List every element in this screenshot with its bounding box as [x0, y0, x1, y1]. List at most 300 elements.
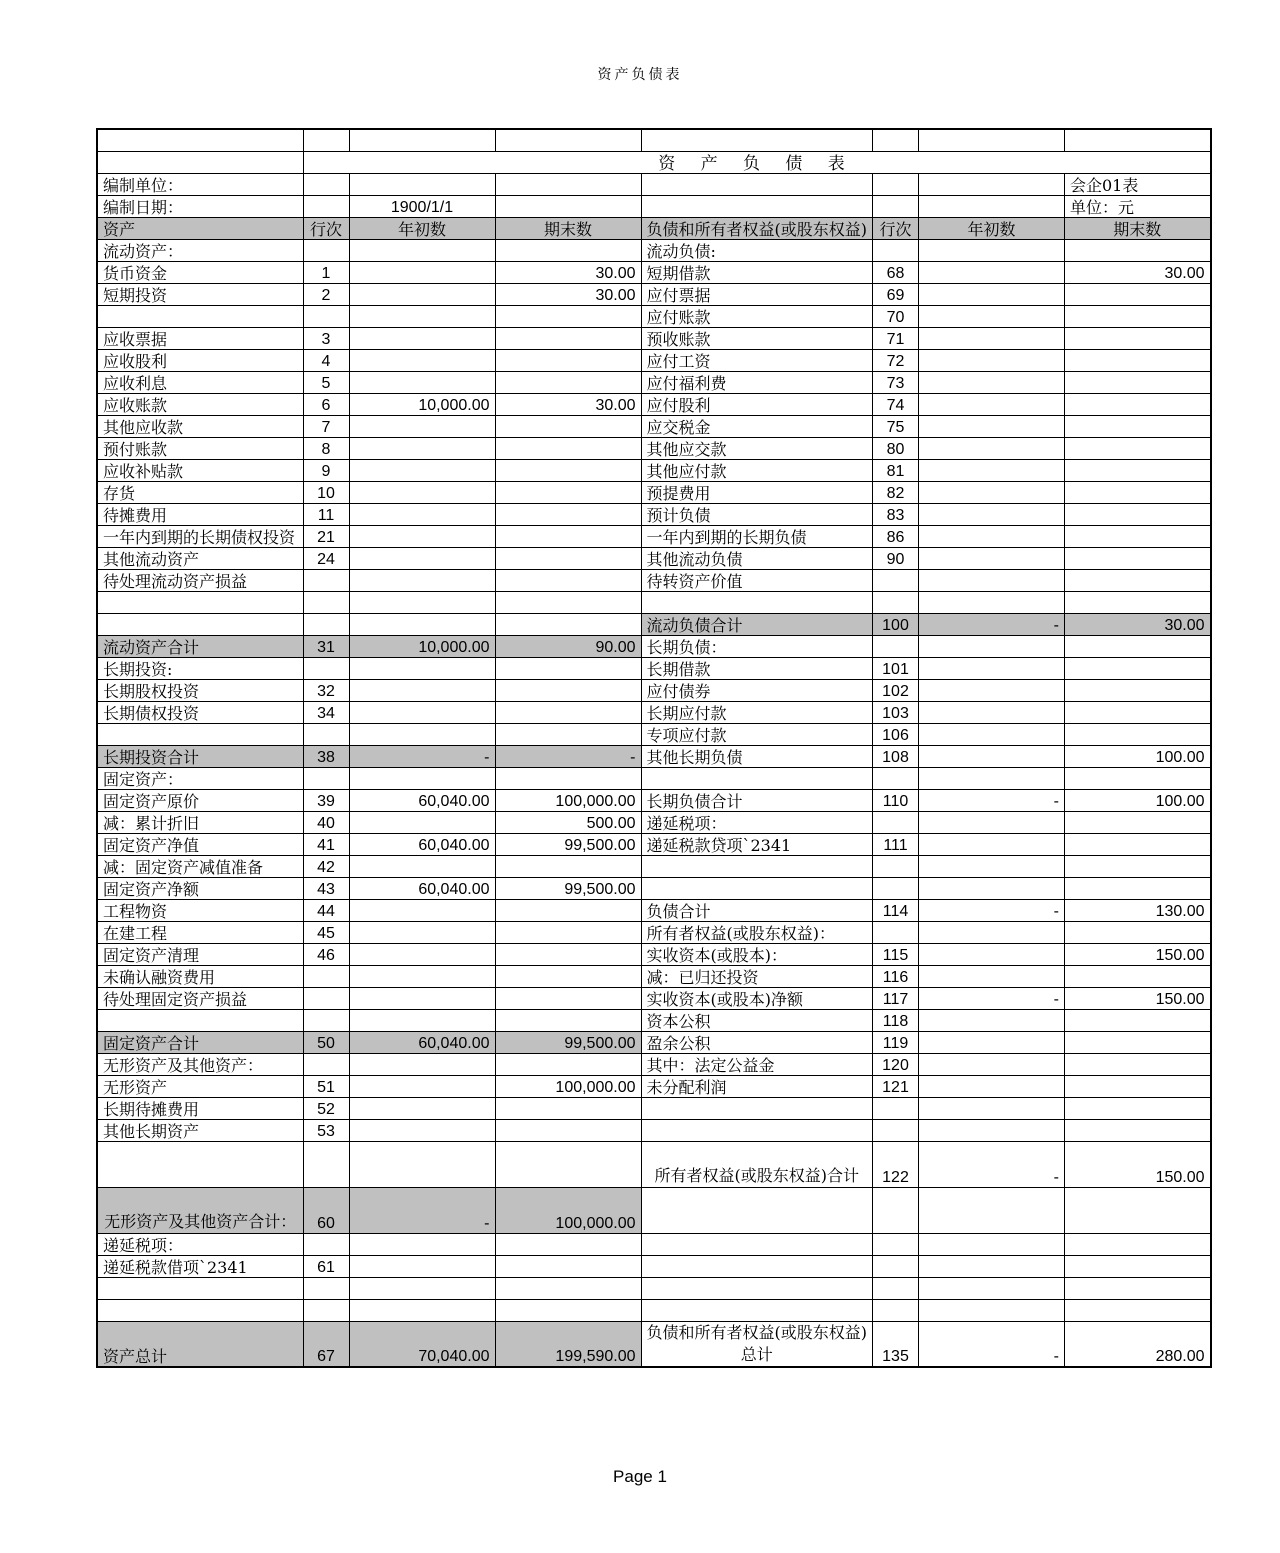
liab-label: 预计负债	[641, 503, 873, 525]
table-row	[97, 657, 1211, 679]
asset-label: 无形资产及其他资产合计：	[97, 1187, 303, 1233]
liab-begin-value	[919, 635, 1065, 657]
liab-end-value	[1065, 327, 1211, 349]
asset-end-value: 99,500.00	[495, 1031, 641, 1053]
asset-label: 流动资产：	[97, 239, 303, 261]
asset-label: 长期投资:	[97, 657, 303, 679]
liab-begin-value	[919, 1031, 1065, 1053]
date-value: 1900/1/1	[349, 195, 495, 217]
asset-row-no	[303, 1299, 349, 1321]
asset-begin-value	[349, 1009, 495, 1031]
asset-begin-value	[349, 1075, 495, 1097]
liab-row-no	[873, 591, 919, 613]
asset-row-no: 6	[303, 393, 349, 415]
liab-row-no: 74	[873, 393, 919, 415]
asset-end-value: 99,500.00	[495, 877, 641, 899]
asset-label: 未确认融资费用	[97, 965, 303, 987]
liab-begin-value	[919, 723, 1065, 745]
page-footer: Page 1	[613, 1467, 667, 1486]
liab-begin-value	[919, 239, 1065, 261]
table-row	[97, 701, 1211, 723]
liab-end-value	[1065, 1009, 1211, 1031]
liab-label: 专项应付款	[641, 723, 873, 745]
liab-begin-value	[919, 261, 1065, 283]
liab-end-value	[1065, 1299, 1211, 1321]
liab-end-value	[1065, 1053, 1211, 1075]
liab-row-no: 75	[873, 415, 919, 437]
asset-row-no	[303, 1009, 349, 1031]
asset-begin-value	[349, 855, 495, 877]
asset-end-value	[495, 569, 641, 591]
liab-label: 应交税金	[641, 415, 873, 437]
asset-end-value	[495, 547, 641, 569]
asset-begin-value	[349, 1097, 495, 1119]
liab-row-no: 106	[873, 723, 919, 745]
liab-label	[641, 877, 873, 899]
asset-begin-value	[349, 569, 495, 591]
liab-begin-value	[919, 437, 1065, 459]
table-row	[97, 1119, 1211, 1141]
asset-end-value: 100,000.00	[495, 1187, 641, 1233]
liab-begin-value	[919, 1299, 1065, 1321]
table-row	[97, 1075, 1211, 1097]
asset-begin-value	[349, 987, 495, 1009]
liab-label: 长期借款	[641, 657, 873, 679]
header-asset-row: 行次	[303, 217, 349, 239]
asset-end-value	[495, 1277, 641, 1299]
asset-label: 应收补贴款	[97, 459, 303, 481]
asset-end-value	[495, 415, 641, 437]
table-row	[97, 943, 1211, 965]
liab-begin-value	[919, 1009, 1065, 1031]
liab-row-no: 118	[873, 1009, 919, 1031]
liab-end-value	[1065, 811, 1211, 833]
liab-end-value	[1065, 283, 1211, 305]
asset-label: 长期投资合计	[97, 745, 303, 767]
unit-label: 编制单位：	[97, 173, 303, 195]
asset-end-value	[495, 503, 641, 525]
table-row	[97, 437, 1211, 459]
table-row	[97, 899, 1211, 921]
liab-end-value: 280.00	[1065, 1321, 1211, 1367]
asset-row-no	[303, 723, 349, 745]
asset-row-no	[303, 1053, 349, 1075]
asset-label: 递延税项：	[97, 1233, 303, 1255]
asset-label	[97, 1141, 303, 1187]
liab-begin-value	[919, 877, 1065, 899]
liab-end-value	[1065, 877, 1211, 899]
asset-row-no: 4	[303, 349, 349, 371]
table-row	[97, 965, 1211, 987]
asset-label: 固定资产净值	[97, 833, 303, 855]
table-row	[97, 1031, 1211, 1053]
table-row	[97, 1009, 1211, 1031]
asset-label: 递延税款借项`2341	[97, 1255, 303, 1277]
asset-row-no: 32	[303, 679, 349, 701]
liab-end-value	[1065, 459, 1211, 481]
liab-end-value	[1065, 657, 1211, 679]
liab-row-no	[873, 1097, 919, 1119]
asset-begin-value: 60,040.00	[349, 833, 495, 855]
asset-begin-value: 60,040.00	[349, 877, 495, 899]
table-row	[97, 283, 1211, 305]
liab-row-no: 119	[873, 1031, 919, 1053]
liab-begin-value: -	[919, 1141, 1065, 1187]
table-row	[97, 811, 1211, 833]
liab-row-no: 110	[873, 789, 919, 811]
liab-label	[641, 1255, 873, 1277]
asset-row-no	[303, 239, 349, 261]
liab-begin-value	[919, 1277, 1065, 1299]
liab-begin-value: -	[919, 987, 1065, 1009]
title-row	[97, 151, 1211, 173]
asset-end-value: 30.00	[495, 393, 641, 415]
liab-begin-value	[919, 921, 1065, 943]
asset-end-value	[495, 525, 641, 547]
asset-row-no	[303, 1141, 349, 1187]
liab-begin-value: -	[919, 613, 1065, 635]
liab-label: 短期借款	[641, 261, 873, 283]
liab-end-value	[1065, 679, 1211, 701]
liab-begin-value	[919, 1187, 1065, 1233]
asset-begin-value: 70,040.00	[349, 1321, 495, 1367]
asset-end-value	[495, 1053, 641, 1075]
liab-row-no: 120	[873, 1053, 919, 1075]
asset-label: 应收票据	[97, 327, 303, 349]
liab-label: 盈余公积	[641, 1031, 873, 1053]
liab-begin-value	[919, 679, 1065, 701]
asset-end-value: 100,000.00	[495, 789, 641, 811]
asset-row-no	[303, 1277, 349, 1299]
asset-row-no: 46	[303, 943, 349, 965]
asset-row-no: 39	[303, 789, 349, 811]
asset-begin-value	[349, 811, 495, 833]
asset-begin-value	[349, 1255, 495, 1277]
liab-row-no: 73	[873, 371, 919, 393]
asset-label: 固定资产清理	[97, 943, 303, 965]
liab-end-value	[1065, 1031, 1211, 1053]
liab-row-no	[873, 811, 919, 833]
liab-end-value	[1065, 723, 1211, 745]
header-liab-begin: 年初数	[919, 217, 1065, 239]
asset-row-no: 8	[303, 437, 349, 459]
liab-begin-value	[919, 525, 1065, 547]
liab-begin-value	[919, 349, 1065, 371]
table-row	[97, 921, 1211, 943]
liab-begin-value	[919, 569, 1065, 591]
asset-begin-value	[349, 371, 495, 393]
liab-begin-value	[919, 327, 1065, 349]
table-row	[97, 1255, 1211, 1277]
liab-row-no: 111	[873, 833, 919, 855]
asset-row-no: 31	[303, 635, 349, 657]
asset-end-value	[495, 305, 641, 327]
asset-begin-value	[349, 613, 495, 635]
liab-row-no: 102	[873, 679, 919, 701]
table-row	[97, 1141, 1211, 1187]
header-asset-end: 期末数	[495, 217, 641, 239]
meta-row-1	[97, 173, 1211, 195]
liab-begin-value	[919, 701, 1065, 723]
header-liab: 负债和所有者权益(或股东权益)	[641, 217, 873, 239]
liab-label: 应付债券	[641, 679, 873, 701]
liab-end-value	[1065, 525, 1211, 547]
liab-begin-value: -	[919, 1321, 1065, 1367]
header-liab-row: 行次	[873, 217, 919, 239]
asset-row-no: 44	[303, 899, 349, 921]
asset-row-no: 50	[303, 1031, 349, 1053]
asset-end-value: -	[495, 745, 641, 767]
liab-end-value	[1065, 591, 1211, 613]
asset-row-no: 24	[303, 547, 349, 569]
asset-row-no: 43	[303, 877, 349, 899]
liab-label: 减：已归还投资	[641, 965, 873, 987]
liab-label: 所有者权益(或股东权益)合计	[641, 1141, 873, 1187]
liab-row-no: 115	[873, 943, 919, 965]
asset-begin-value	[349, 1277, 495, 1299]
table-row	[97, 503, 1211, 525]
asset-begin-value	[349, 1119, 495, 1141]
asset-row-no	[303, 767, 349, 789]
liab-end-value	[1065, 1255, 1211, 1277]
liab-row-no: 101	[873, 657, 919, 679]
liab-begin-value	[919, 305, 1065, 327]
blank-top-row	[97, 129, 1211, 151]
liab-row-no	[873, 1299, 919, 1321]
liab-row-no	[873, 569, 919, 591]
asset-begin-value	[349, 437, 495, 459]
liab-end-value: 130.00	[1065, 899, 1211, 921]
asset-row-no: 1	[303, 261, 349, 283]
table-row	[97, 635, 1211, 657]
liab-label: 实收资本(或股本)净额	[641, 987, 873, 1009]
liab-row-no	[873, 767, 919, 789]
table-row	[97, 855, 1211, 877]
liab-end-value	[1065, 1097, 1211, 1119]
asset-end-value	[495, 1097, 641, 1119]
asset-row-no: 60	[303, 1187, 349, 1233]
asset-begin-value	[349, 415, 495, 437]
table-row	[97, 371, 1211, 393]
liab-begin-value	[919, 547, 1065, 569]
table-row	[97, 789, 1211, 811]
meta-row-2	[97, 195, 1211, 217]
asset-label: 固定资产合计	[97, 1031, 303, 1053]
asset-row-no: 11	[303, 503, 349, 525]
liab-end-value	[1065, 1075, 1211, 1097]
liab-end-value	[1065, 437, 1211, 459]
table-row	[97, 239, 1211, 261]
table-row	[97, 987, 1211, 1009]
asset-begin-value	[349, 899, 495, 921]
asset-label: 长期股权投资	[97, 679, 303, 701]
liab-end-value	[1065, 1233, 1211, 1255]
asset-label	[97, 1277, 303, 1299]
liab-begin-value	[919, 1097, 1065, 1119]
asset-label: 长期待摊费用	[97, 1097, 303, 1119]
asset-row-no: 52	[303, 1097, 349, 1119]
asset-row-no	[303, 569, 349, 591]
liab-row-no	[873, 877, 919, 899]
asset-row-no: 41	[303, 833, 349, 855]
liab-label	[641, 767, 873, 789]
liab-label: 其中：法定公益金	[641, 1053, 873, 1075]
liab-row-no: 117	[873, 987, 919, 1009]
asset-label: 在建工程	[97, 921, 303, 943]
asset-end-value	[495, 701, 641, 723]
asset-row-no: 38	[303, 745, 349, 767]
table-row	[97, 679, 1211, 701]
table-row	[97, 569, 1211, 591]
asset-end-value: 30.00	[495, 261, 641, 283]
liab-row-no: 86	[873, 525, 919, 547]
liab-label: 长期应付款	[641, 701, 873, 723]
liab-label	[641, 1299, 873, 1321]
table-row	[97, 1321, 1211, 1367]
asset-begin-value	[349, 701, 495, 723]
liab-row-no	[873, 1187, 919, 1233]
liab-label: 未分配利润	[641, 1075, 873, 1097]
liab-end-value	[1065, 1187, 1211, 1233]
asset-end-value	[495, 723, 641, 745]
asset-end-value	[495, 855, 641, 877]
liab-begin-value	[919, 459, 1065, 481]
liab-end-value	[1065, 371, 1211, 393]
asset-label: 流动资产合计	[97, 635, 303, 657]
liab-end-value	[1065, 921, 1211, 943]
asset-begin-value: 10,000.00	[349, 635, 495, 657]
table-row	[97, 723, 1211, 745]
liab-end-value	[1065, 833, 1211, 855]
asset-row-no: 7	[303, 415, 349, 437]
liab-begin-value	[919, 283, 1065, 305]
liab-begin-value	[919, 1053, 1065, 1075]
table-row	[97, 393, 1211, 415]
asset-end-value: 199,590.00	[495, 1321, 641, 1367]
liab-row-no	[873, 1119, 919, 1141]
asset-end-value	[495, 591, 641, 613]
liab-row-no: 116	[873, 965, 919, 987]
liab-label: 待转资产价值	[641, 569, 873, 591]
asset-label: 长期债权投资	[97, 701, 303, 723]
liab-label: 预收账款	[641, 327, 873, 349]
form-code: 会企01表	[1065, 173, 1211, 195]
asset-row-no: 34	[303, 701, 349, 723]
asset-begin-value	[349, 261, 495, 283]
liab-label: 预提费用	[641, 481, 873, 503]
table-row	[97, 349, 1211, 371]
liab-begin-value	[919, 415, 1065, 437]
asset-row-no: 53	[303, 1119, 349, 1141]
liab-row-no: 80	[873, 437, 919, 459]
asset-row-no	[303, 305, 349, 327]
asset-label: 无形资产	[97, 1075, 303, 1097]
table-row	[97, 833, 1211, 855]
liab-row-no: 82	[873, 481, 919, 503]
liab-label: 长期负债：	[641, 635, 873, 657]
liab-end-value	[1065, 965, 1211, 987]
liab-end-value	[1065, 855, 1211, 877]
liab-row-no: 100	[873, 613, 919, 635]
liab-end-value: 150.00	[1065, 1141, 1211, 1187]
liab-end-value	[1065, 503, 1211, 525]
liab-row-no	[873, 1277, 919, 1299]
asset-begin-value	[349, 965, 495, 987]
asset-row-no: 45	[303, 921, 349, 943]
liab-label	[641, 1233, 873, 1255]
table-row	[97, 305, 1211, 327]
asset-row-no: 61	[303, 1255, 349, 1277]
table-row	[97, 261, 1211, 283]
liab-row-no	[873, 635, 919, 657]
asset-label	[97, 1299, 303, 1321]
liab-label: 应付票据	[641, 283, 873, 305]
asset-end-value	[495, 239, 641, 261]
asset-end-value	[495, 943, 641, 965]
header-row	[97, 217, 1211, 239]
liab-label: 其他应交款	[641, 437, 873, 459]
liab-label	[641, 1277, 873, 1299]
asset-begin-value	[349, 305, 495, 327]
liab-end-value: 150.00	[1065, 987, 1211, 1009]
liab-label: 资本公积	[641, 1009, 873, 1031]
liab-label	[641, 855, 873, 877]
asset-end-value	[495, 1255, 641, 1277]
asset-label: 其他长期资产	[97, 1119, 303, 1141]
asset-label: 一年内到期的长期债权投资	[97, 525, 303, 547]
table-row	[97, 591, 1211, 613]
asset-begin-value	[349, 1233, 495, 1255]
liab-end-value	[1065, 569, 1211, 591]
asset-begin-value	[349, 921, 495, 943]
asset-end-value	[495, 371, 641, 393]
asset-label: 减：固定资产减值准备	[97, 855, 303, 877]
asset-label: 待处理流动资产损益	[97, 569, 303, 591]
liab-row-no: 121	[873, 1075, 919, 1097]
asset-end-value	[495, 1299, 641, 1321]
table-row	[97, 745, 1211, 767]
liab-label	[641, 591, 873, 613]
liab-label: 其他应付款	[641, 459, 873, 481]
liab-begin-value	[919, 1255, 1065, 1277]
liab-row-no: 103	[873, 701, 919, 723]
liab-end-value	[1065, 767, 1211, 789]
asset-label: 其他流动资产	[97, 547, 303, 569]
liab-begin-value	[919, 833, 1065, 855]
asset-row-no: 67	[303, 1321, 349, 1367]
liab-label: 流动负债:	[641, 239, 873, 261]
liab-label: 一年内到期的长期负债	[641, 525, 873, 547]
liab-row-no	[873, 855, 919, 877]
asset-label: 应收利息	[97, 371, 303, 393]
asset-end-value	[495, 965, 641, 987]
liab-row-no: 122	[873, 1141, 919, 1187]
liab-begin-value: -	[919, 899, 1065, 921]
asset-label: 固定资产原价	[97, 789, 303, 811]
asset-end-value	[495, 1119, 641, 1141]
liab-begin-value	[919, 811, 1065, 833]
asset-end-value	[495, 921, 641, 943]
table-row	[97, 327, 1211, 349]
asset-label: 减：累计折旧	[97, 811, 303, 833]
asset-begin-value: -	[349, 1187, 495, 1233]
liab-label: 长期负债合计	[641, 789, 873, 811]
asset-label	[97, 723, 303, 745]
liab-end-value: 100.00	[1065, 789, 1211, 811]
asset-label: 固定资产净额	[97, 877, 303, 899]
liab-label: 负债合计	[641, 899, 873, 921]
liab-end-value	[1065, 305, 1211, 327]
